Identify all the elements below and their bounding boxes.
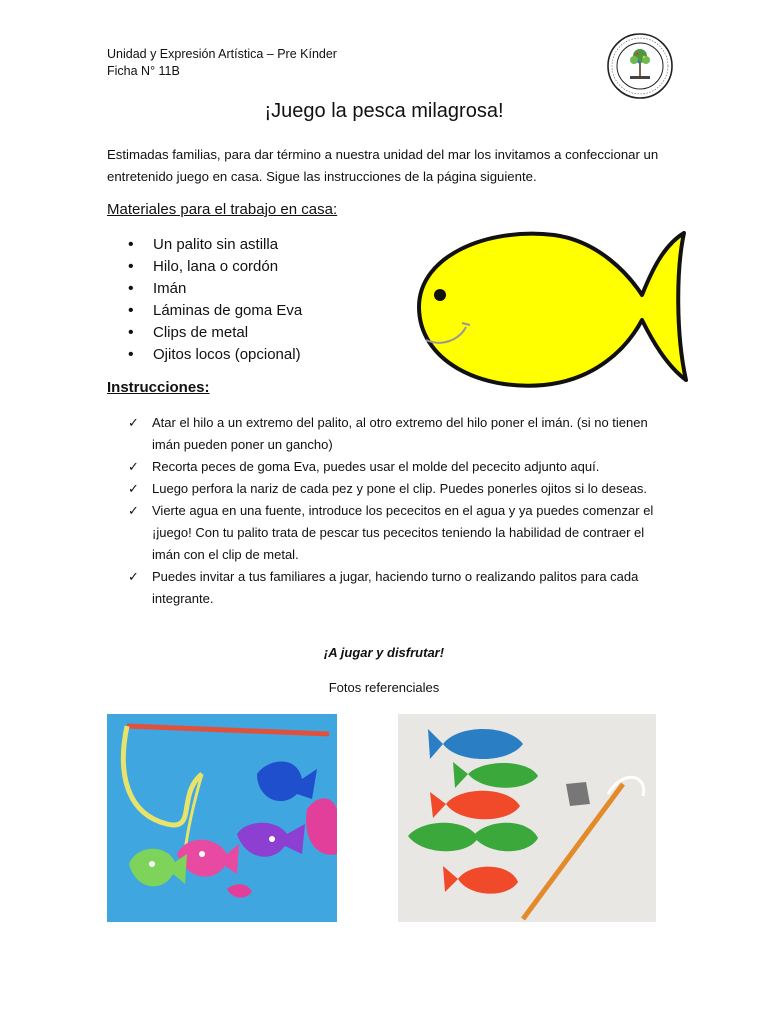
list-item [128,478,663,500]
list-item: • Láminas de goma Eva [128,300,302,322]
instruction-text: Puedes invitar a tus familiares a jugar, haciendo turno o realizando palitos para cada integrante. [152,569,639,606]
list-item: • Hilo, lana o cordón [128,256,302,278]
list-item [128,456,663,478]
page-title: ¡Juego la pesca milagrosa! [264,100,504,122]
worksheet-number: Ficha N° 11B [107,64,180,78]
intro-paragraph: Estimadas familias, para dar término a nuestra unidad del mar los invitamos a confeccionar un entretenido juego en casa. Sigue las instrucciones de la página siguiente. [107,147,659,184]
checkmark-icon: ✓ [128,415,139,430]
list-item: • Un palito sin astilla [128,234,302,256]
list-item [128,500,663,566]
instruction-text: Recorta peces de goma Eva, puedes usar el molde del pececito adjunto aquí. [152,459,600,474]
checkmark-icon: ✓ [128,459,139,474]
instruction-text: Vierte agua en una fuente, introduce los pececitos en el agua y ya puedes comenzar el ¡juego! Con tu palito trata de pescar tus pececitos teniendo la habilidad de contraer el imán con el clip de metal. [152,503,654,562]
checkmark-icon: ✓ [128,569,139,584]
unit-subject-line: Unidad y Expresión Artística – Pre Kínder [107,47,337,61]
closing-message: ¡A jugar y disfrutar! [323,645,445,660]
checkmark-icon: ✓ [128,503,139,518]
materials-heading: Materiales para el trabajo en casa: [107,201,338,218]
list-item [128,412,663,456]
instructions-list [128,412,663,610]
list-item: • Ojitos locos (opcional) [128,344,302,366]
list-item: • Imán [128,278,302,300]
foam-fish-craft-photo-icon [107,714,337,922]
list-item: • Clips de metal [128,322,302,344]
fishing-game-photo-icon [398,714,656,922]
school-seal-logo-icon [606,32,674,100]
worksheet-header [107,46,337,80]
instructions-heading: Instrucciones: [107,379,210,396]
checkmark-icon: ✓ [128,481,139,496]
instruction-text: Atar el hilo a un extremo del palito, al otro extremo del hilo poner el imán. (si no tienen imán pueden poner un gancho) [152,415,648,452]
photos-heading: Fotos referenciales [328,680,440,695]
list-item [128,566,663,610]
yellow-fish-illustration-icon [404,215,694,395]
materials-list [128,234,302,366]
instruction-text: Luego perfora la nariz de cada pez y pone el clip. Puedes ponerles ojitos si lo deseas. [152,481,648,496]
